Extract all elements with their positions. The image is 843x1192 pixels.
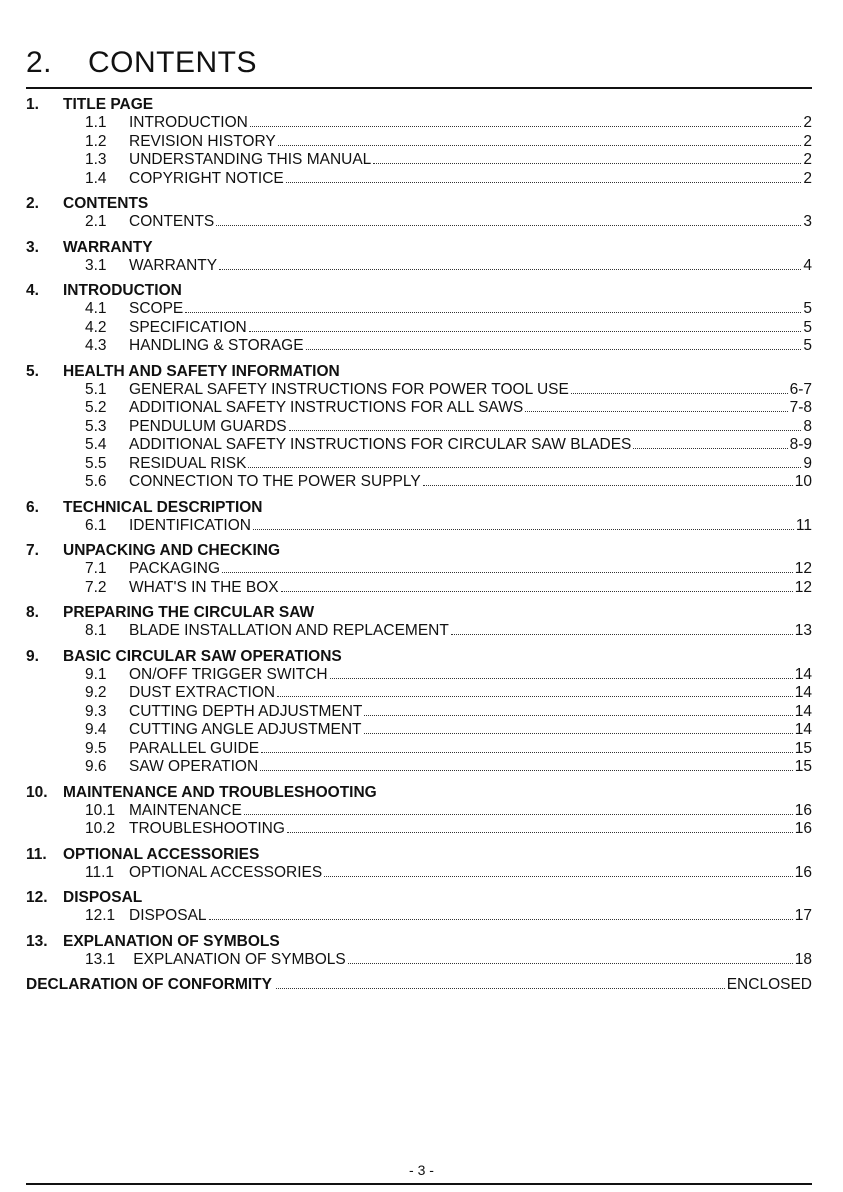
dot-leader (222, 572, 793, 573)
dot-leader (571, 393, 788, 394)
dot-leader (364, 733, 793, 734)
dot-leader (276, 988, 725, 989)
entry-title: BLADE INSTALLATION AND REPLACEMENT (129, 622, 449, 639)
entry-title: RESIDUAL RISK (129, 454, 247, 472)
entry-title: ON/OFF TRIGGER SWITCH (129, 665, 328, 683)
entry-title: PARALLEL GUIDE (129, 739, 260, 757)
entry-number: 5.6 (85, 473, 107, 490)
dot-leader (364, 715, 792, 716)
entry-number: 1.1 (85, 114, 107, 131)
toc-section (26, 498, 812, 536)
top-divider (26, 87, 812, 89)
entry-page: 12 (794, 560, 812, 577)
section-number: 11. (26, 845, 47, 863)
entry-number: 10.1 (85, 801, 116, 819)
section-number: 1. (26, 96, 39, 113)
toc-section-heading[interactable] (26, 95, 812, 114)
dot-leader (348, 963, 793, 964)
entry-title: INTRODUCTION (129, 114, 248, 131)
toc-section (26, 845, 812, 883)
toc-section (26, 888, 812, 926)
entry-page: 14 (794, 702, 812, 720)
entry-page: 5 (803, 300, 812, 317)
entry-page: 16 (794, 863, 812, 881)
section-title: BASIC CIRCULAR SAW OPERATIONS (63, 647, 342, 665)
dot-leader (253, 529, 794, 530)
entry-title: MAINTENANCE (129, 801, 242, 819)
entry-page: 6-7 (789, 380, 812, 398)
entry-page: 2 (803, 151, 812, 168)
toc-section (26, 783, 812, 839)
entry-page: 16 (794, 801, 812, 819)
section-number: 7. (26, 542, 39, 559)
dot-leader (277, 696, 793, 697)
toc-section-heading[interactable] (26, 783, 812, 802)
heading-number: 2. (26, 46, 53, 79)
entry-number: 4.3 (85, 337, 107, 354)
entry-number: 4.1 (85, 300, 107, 317)
dot-leader (244, 814, 793, 815)
dot-leader (525, 411, 787, 412)
toc-section-heading[interactable] (26, 281, 812, 300)
toc-entry[interactable] (26, 151, 812, 170)
entry-number: 9.1 (85, 665, 107, 683)
entry-title: REVISION HISTORY (129, 132, 276, 150)
toc-entry[interactable] (26, 114, 812, 133)
section-title: TITLE PAGE (63, 96, 154, 113)
toc-entry[interactable] (26, 300, 812, 319)
heading-title: CONTENTS (88, 46, 257, 79)
entry-number: 9.6 (85, 758, 107, 775)
entry-number: 5.5 (85, 454, 107, 472)
entry-number: 9.4 (85, 721, 107, 738)
entry-page: 11 (795, 516, 812, 534)
entry-title: SAW OPERATION (129, 758, 259, 775)
dot-leader (324, 876, 793, 877)
toc-section (26, 238, 812, 276)
dot-leader (216, 225, 801, 226)
toc-entry[interactable] (26, 257, 812, 276)
section-title: EXPLANATION OF SYMBOLS (63, 932, 280, 950)
declaration-entry[interactable] (26, 975, 812, 995)
entry-page: 14 (794, 721, 812, 738)
toc-section-heading[interactable] (26, 194, 812, 213)
toc-entry[interactable] (26, 381, 812, 400)
toc-section-heading[interactable] (26, 498, 812, 517)
toc-entry[interactable] (26, 864, 812, 883)
toc-section (26, 194, 812, 232)
dot-leader (261, 752, 793, 753)
entry-page: 8 (803, 417, 812, 435)
entry-title: GENERAL SAFETY INSTRUCTIONS FOR POWER TOOL USE (129, 380, 569, 398)
entry-page: 5 (803, 337, 812, 354)
toc-entry[interactable] (26, 133, 812, 152)
toc-entry[interactable] (26, 684, 812, 703)
entry-number: 5.1 (85, 380, 107, 398)
entry-number: 5.2 (85, 399, 107, 416)
entry-number: 1.3 (85, 151, 107, 168)
entry-page: 12 (794, 578, 812, 596)
toc-section (26, 932, 812, 970)
entry-number: 2.1 (85, 213, 107, 230)
dot-leader (306, 349, 802, 350)
toc-entry[interactable] (26, 820, 812, 839)
entry-page: 17 (794, 907, 812, 924)
entry-number: 4.2 (85, 318, 107, 336)
section-title: HEALTH AND SAFETY INFORMATION (63, 362, 340, 380)
dot-leader (633, 448, 787, 449)
dot-leader (373, 163, 801, 164)
entry-number: 13.1 (85, 950, 116, 968)
bottom-divider (26, 1183, 812, 1185)
toc-entry[interactable] (26, 560, 812, 579)
entry-page: 18 (794, 950, 812, 968)
declaration-title: DECLARATION OF CONFORMITY (26, 976, 272, 993)
entry-page: 2 (803, 169, 812, 187)
entry-page: 9 (803, 454, 812, 472)
dot-leader (451, 634, 793, 635)
dot-leader (330, 678, 793, 679)
toc-entry[interactable] (26, 319, 812, 338)
entry-title: CUTTING ANGLE ADJUSTMENT (129, 721, 362, 738)
entry-page: 14 (794, 665, 812, 683)
section-number: 3. (26, 238, 39, 256)
entry-title: CONTENTS (129, 213, 215, 230)
page-number: - 3 - (409, 1162, 434, 1178)
declaration-page: ENCLOSED (726, 976, 812, 993)
entry-title: EXPLANATION OF SYMBOLS (129, 950, 346, 968)
toc-section-heading[interactable] (26, 932, 812, 951)
toc-entry[interactable] (26, 213, 812, 232)
section-title: TECHNICAL DESCRIPTION (63, 498, 263, 516)
section-title: CONTENTS (63, 195, 149, 212)
toc-section-heading[interactable] (26, 888, 812, 907)
toc-section-heading[interactable] (26, 541, 812, 560)
section-title: INTRODUCTION (63, 282, 182, 299)
entry-number: 8.1 (85, 622, 107, 639)
page-heading (26, 46, 257, 80)
entry-title: HANDLING & STORAGE (129, 337, 304, 354)
entry-number: 7.2 (85, 578, 107, 596)
entry-title: SCOPE (129, 300, 184, 317)
dot-leader (281, 591, 793, 592)
dot-leader (219, 269, 801, 270)
entry-title: SPECIFICATION (129, 318, 247, 336)
entry-number: 1.2 (85, 132, 107, 150)
dot-leader (278, 145, 802, 146)
toc-entry[interactable] (26, 721, 812, 740)
toc-entry[interactable] (26, 703, 812, 722)
toc-entry[interactable] (26, 740, 812, 759)
section-number: 13. (26, 932, 48, 950)
entry-page: 5 (803, 318, 812, 336)
dot-leader (423, 485, 793, 486)
entry-title: IDENTIFICATION (129, 516, 251, 534)
section-title: MAINTENANCE AND TROUBLESHOOTING (63, 783, 377, 801)
entry-title: DISPOSAL (129, 907, 207, 924)
section-number: 10. (26, 783, 48, 801)
toc-entry[interactable] (26, 399, 812, 418)
dot-leader (185, 312, 801, 313)
section-number: 12. (26, 889, 48, 906)
dot-leader (260, 770, 793, 771)
section-number: 2. (26, 195, 39, 212)
entry-title: OPTIONAL ACCESSORIES (129, 863, 323, 881)
entry-title: UNDERSTANDING THIS MANUAL (129, 151, 372, 168)
entry-page: 15 (794, 739, 812, 757)
entry-number: 11.1 (85, 863, 115, 881)
entry-number: 1.4 (85, 169, 107, 187)
toc-section-heading[interactable] (26, 603, 812, 622)
toc-section (26, 541, 812, 597)
section-title: UNPACKING AND CHECKING (63, 542, 280, 559)
entry-number: 5.4 (85, 436, 107, 453)
entry-number: 3.1 (85, 256, 107, 274)
section-number: 9. (26, 647, 39, 665)
toc-section (26, 95, 812, 188)
entry-number: 9.5 (85, 739, 107, 757)
entry-page: 4 (803, 256, 812, 274)
entry-title: ADDITIONAL SAFETY INSTRUCTIONS FOR ALL SAWS (129, 399, 524, 416)
toc-entry[interactable] (26, 436, 812, 455)
toc-section (26, 647, 812, 777)
toc-section-heading[interactable] (26, 362, 812, 381)
entry-number: 12.1 (85, 907, 116, 924)
toc-entry[interactable] (26, 170, 812, 189)
dot-leader (209, 919, 793, 920)
entry-title: COPYRIGHT NOTICE (129, 169, 284, 187)
toc-entry[interactable] (26, 951, 812, 970)
section-title: OPTIONAL ACCESSORIES (63, 845, 260, 863)
toc-section (26, 281, 812, 356)
entry-title: TROUBLESHOOTING (129, 820, 285, 837)
entry-title: CUTTING DEPTH ADJUSTMENT (129, 702, 363, 720)
entry-number: 9.2 (85, 684, 107, 701)
entry-number: 9.3 (85, 702, 107, 720)
section-number: 6. (26, 498, 39, 516)
dot-leader (248, 467, 801, 468)
entry-title: PENDULUM GUARDS (129, 417, 287, 435)
toc-entry[interactable] (26, 802, 812, 821)
entry-page: 13 (794, 622, 812, 639)
toc-section-heading[interactable] (26, 238, 812, 257)
section-title: PREPARING THE CIRCULAR SAW (63, 604, 315, 621)
toc-section (26, 362, 812, 492)
toc-entry[interactable] (26, 622, 812, 641)
entry-number: 5.3 (85, 417, 107, 435)
entry-page: 3 (803, 213, 812, 230)
entry-page: 7-8 (789, 399, 812, 416)
entry-title: WHAT'S IN THE BOX (129, 578, 279, 596)
section-number: 8. (26, 604, 39, 621)
entry-number: 7.1 (85, 560, 107, 577)
entry-number: 6.1 (85, 516, 107, 534)
table-of-contents (26, 95, 812, 995)
entry-title: ADDITIONAL SAFETY INSTRUCTIONS FOR CIRCULAR SAW BLADES (129, 436, 632, 453)
toc-entry[interactable] (26, 517, 812, 536)
section-title: WARRANTY (63, 238, 153, 256)
toc-section-heading[interactable] (26, 647, 812, 666)
dot-leader (250, 126, 802, 127)
section-number: 4. (26, 282, 39, 299)
entry-page: 2 (803, 132, 812, 150)
entry-page: 8-9 (789, 436, 812, 453)
toc-section-heading[interactable] (26, 845, 812, 864)
toc-entry[interactable] (26, 455, 812, 474)
entry-page: 14 (794, 684, 812, 701)
section-number: 5. (26, 362, 39, 380)
entry-title: WARRANTY (129, 256, 218, 274)
dot-leader (289, 430, 802, 431)
entry-title: CONNECTION TO THE POWER SUPPLY (129, 473, 421, 490)
entry-page: 2 (803, 114, 812, 131)
entry-page: 15 (794, 758, 812, 775)
entry-page: 16 (794, 820, 812, 837)
toc-entry[interactable] (26, 418, 812, 437)
toc-section (26, 603, 812, 641)
dot-leader (249, 331, 802, 332)
entry-page: 10 (794, 473, 812, 490)
entry-title: PACKAGING (129, 560, 221, 577)
section-title: DISPOSAL (63, 889, 143, 906)
entry-number: 10.2 (85, 820, 116, 837)
entry-title: DUST EXTRACTION (129, 684, 276, 701)
toc-entry[interactable] (26, 337, 812, 356)
dot-leader (287, 832, 793, 833)
toc-entry[interactable] (26, 579, 812, 598)
toc-entry[interactable] (26, 666, 812, 685)
dot-leader (286, 182, 802, 183)
toc-entry[interactable] (26, 473, 812, 492)
toc-entry[interactable] (26, 758, 812, 777)
toc-entry[interactable] (26, 907, 812, 926)
